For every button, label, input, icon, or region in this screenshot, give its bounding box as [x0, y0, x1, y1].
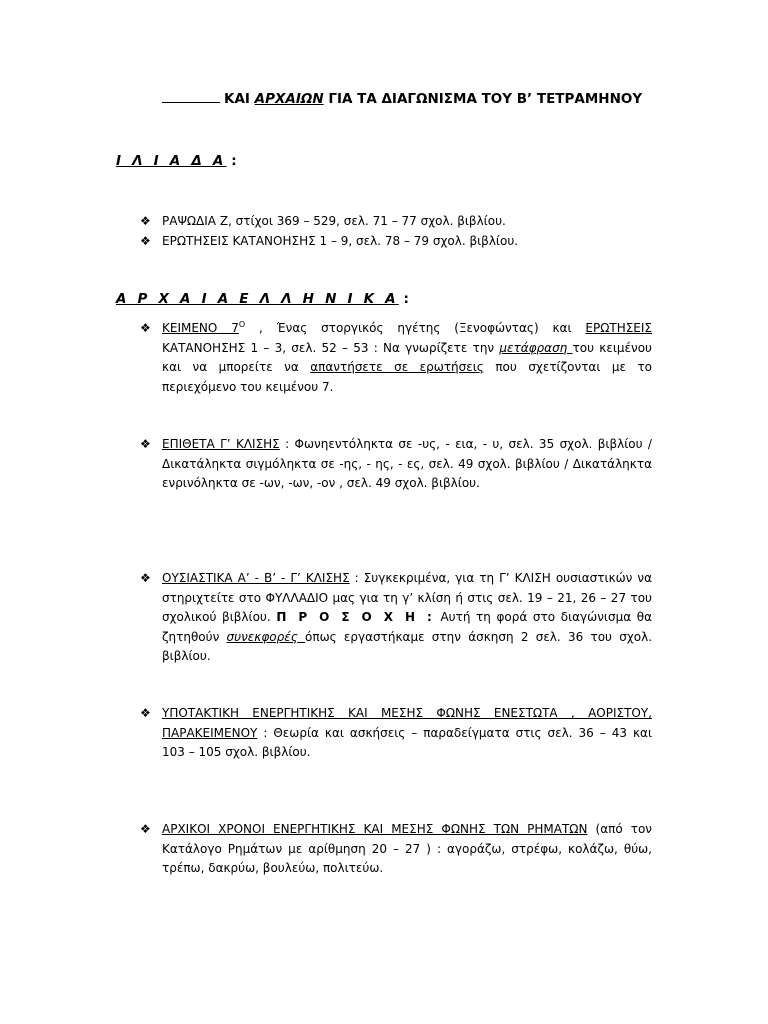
- bullet-diamond-icon: ❖: [140, 437, 151, 451]
- bullet-diamond-icon: ❖: [140, 822, 151, 836]
- title-blank-line: [162, 90, 220, 103]
- list-item: ❖ ΟΥΣΙΑΣΤΙΚΑ Α’ - Β’ - Γ’ ΚΛΙΣΗΣ : Συγκεκριμένα, για τη Γ’ ΚΛΙΣΗ ουσιαστικών να στηριχτείτε στο ΦΥΛΛΑΔΙΟ μας για τη γ’ κλίση ή στις σελ. 19 – 21, 26 – 27 του σχολικού βιβλίου. Π Ρ Ο Σ Ο Χ Η : Αυτή τη φορά στο διαγώνισμα θα ζητηθούν συνεκφορές όπως εργαστήκαμε στην άσκηση 2 σελ. 36 του σχολ. βιβλίου.: [140, 571, 653, 664]
- bullet-diamond-icon: ❖: [140, 321, 151, 335]
- list-item: ❖ ΑΡΧΙΚΟΙ ΧΡΟΝΟΙ ΕΝΕΡΓΗΤΙΚΗΣ ΚΑΙ ΜΕΣΗΣ ΦΩΝΗΣ ΤΩΝ ΡΗΜΑΤΩΝ (από τον Κατάλογο Ρημάτων με αρίθμηση 20 – 27 ) : αγοράζω, στρέφω, κολάζω, θύω, τρέπω, δακρύω, βουλεύω, πολιτεύω.: [140, 822, 653, 876]
- bullet-diamond-icon: ❖: [140, 571, 151, 585]
- bullet-diamond-icon: ❖: [140, 214, 151, 228]
- bullet-diamond-icon: ❖: [140, 234, 151, 248]
- section-heading-archaia: Α Ρ Χ Α Ι Α Ε Λ Λ Η Ν Ι Κ Α :: [116, 291, 409, 307]
- list-item: ❖ ΚΕΙΜΕΝΟ $7^O$ , Ένας στοργικός ηγέτης (Ξενοφώντας) και ΕΡΩΤΗΣΕΙΣ ΚΑΤΑΝΟΗΣΗΣ 1 – 3, σελ. 52 – 53 : Να γνωρίζετε την μετάφραση του κειμένου και να μπορείτε να απαντήσετε σε ερωτήσεις που σχετίζονται με το περιεχόμενο του κειμένου 7.: [140, 320, 653, 394]
- bullet-diamond-icon: ❖: [140, 706, 151, 720]
- list-item: ❖ ΕΡΩΤΗΣΕΙΣ ΚΑΤΑΝΟΗΣΗΣ 1 – 9, σελ. 78 – 79 σχολ. βιβλίου.: [140, 232, 652, 252]
- page-title: ΚΑΙ ΑΡΧΑΙΩΝ ΓΙΑ ΤΑ ΔΙΑΓΩΝΙΣΜΑ ΤΟΥ Β’ ΤΕΤΡΑΜΗΝΟΥ: [162, 90, 682, 107]
- list-item: ❖ ΕΠΙΘΕΤΑ Γ’ ΚΛΙΣΗΣ : Φωνηεντόληκτα σε -υς, - εια, - υ, σελ. 35 σχολ. βιβλίου / Δικατάληκτα σιγμόληκτα σε -ης, - ης, - ες, σελ. 49 σχολ. βιβλίου / Δικατάληκτα ενρινόληκτα σε -ων, -ων, -ον , σελ. 49 σχολ. βιβλίου.: [140, 437, 652, 491]
- section-heading-iliada: Ι Λ Ι Α Δ Α :: [116, 153, 237, 169]
- list-item: ❖ ΡΑΨΩΔΙΑ Ζ, στίχοι 369 – 529, σελ. 71 – 77 σχολ. βιβλίου.: [140, 212, 652, 232]
- list-item: ❖ ΥΠΟΤΑΚΤΙΚΗ ΕΝΕΡΓΗΤΙΚΗΣ ΚΑΙ ΜΕΣΗΣ ΦΩΝΗΣ ΕΝΕΣΤΩΤΑ , ΑΟΡΙΣΤΟΥ, ΠΑΡΑΚΕΙΜΕΝΟΥ : Θεωρία και ασκήσεις – παραδείγματα στις σελ. 36 – 43 και 103 – 105 σχολ. βιβλίου.: [140, 706, 652, 760]
